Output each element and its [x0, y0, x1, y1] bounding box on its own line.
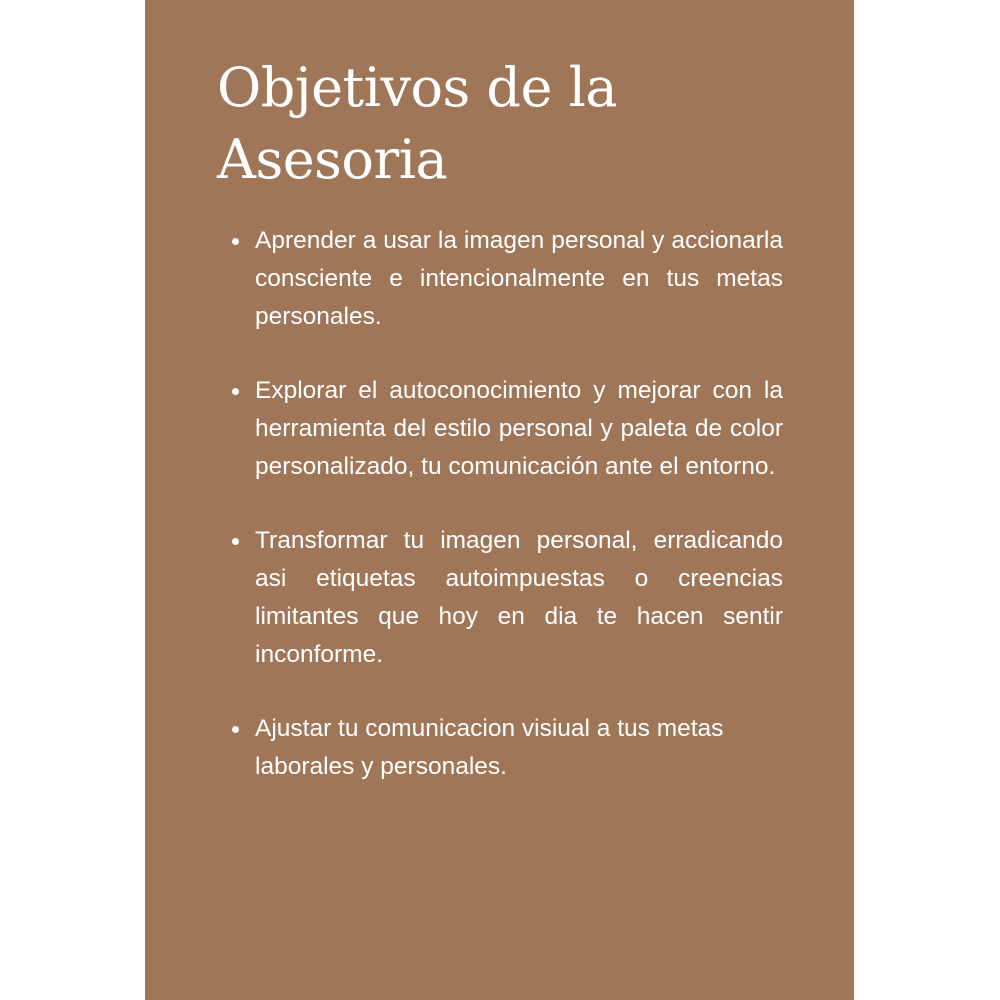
page-title: [217, 52, 817, 196]
document-page: [145, 0, 854, 1000]
title-line-2: Asesoria: [217, 128, 448, 191]
objectives-list: [255, 222, 783, 822]
list-item-text: Aprender a usar la imagen personal y accionarla consciente e intencionalmente en tus metas personales.: [255, 227, 783, 330]
list-item-text: Transformar tu imagen personal, erradicando asi etiquetas autoimpuestas o creencias limitantes que hoy en dia te hacen sentir inconforme.: [255, 527, 783, 668]
list-item: [255, 522, 783, 674]
bullet-icon: [232, 726, 239, 733]
list-item-text: Explorar el autoconocimiento y mejorar con la herramienta del estilo personal y paleta de color personalizado, tu comunicación ante el entorno.: [255, 377, 783, 480]
list-item-text: Ajustar tu comunicacion visiual a tus metas laborales y personales.: [255, 715, 724, 780]
bullet-icon: [232, 538, 239, 545]
list-item: [255, 710, 783, 786]
bullet-icon: [232, 238, 239, 245]
title-line-1: Objetivos de la: [217, 56, 618, 119]
list-item: [255, 222, 783, 336]
list-item: [255, 372, 783, 486]
bullet-icon: [232, 388, 239, 395]
